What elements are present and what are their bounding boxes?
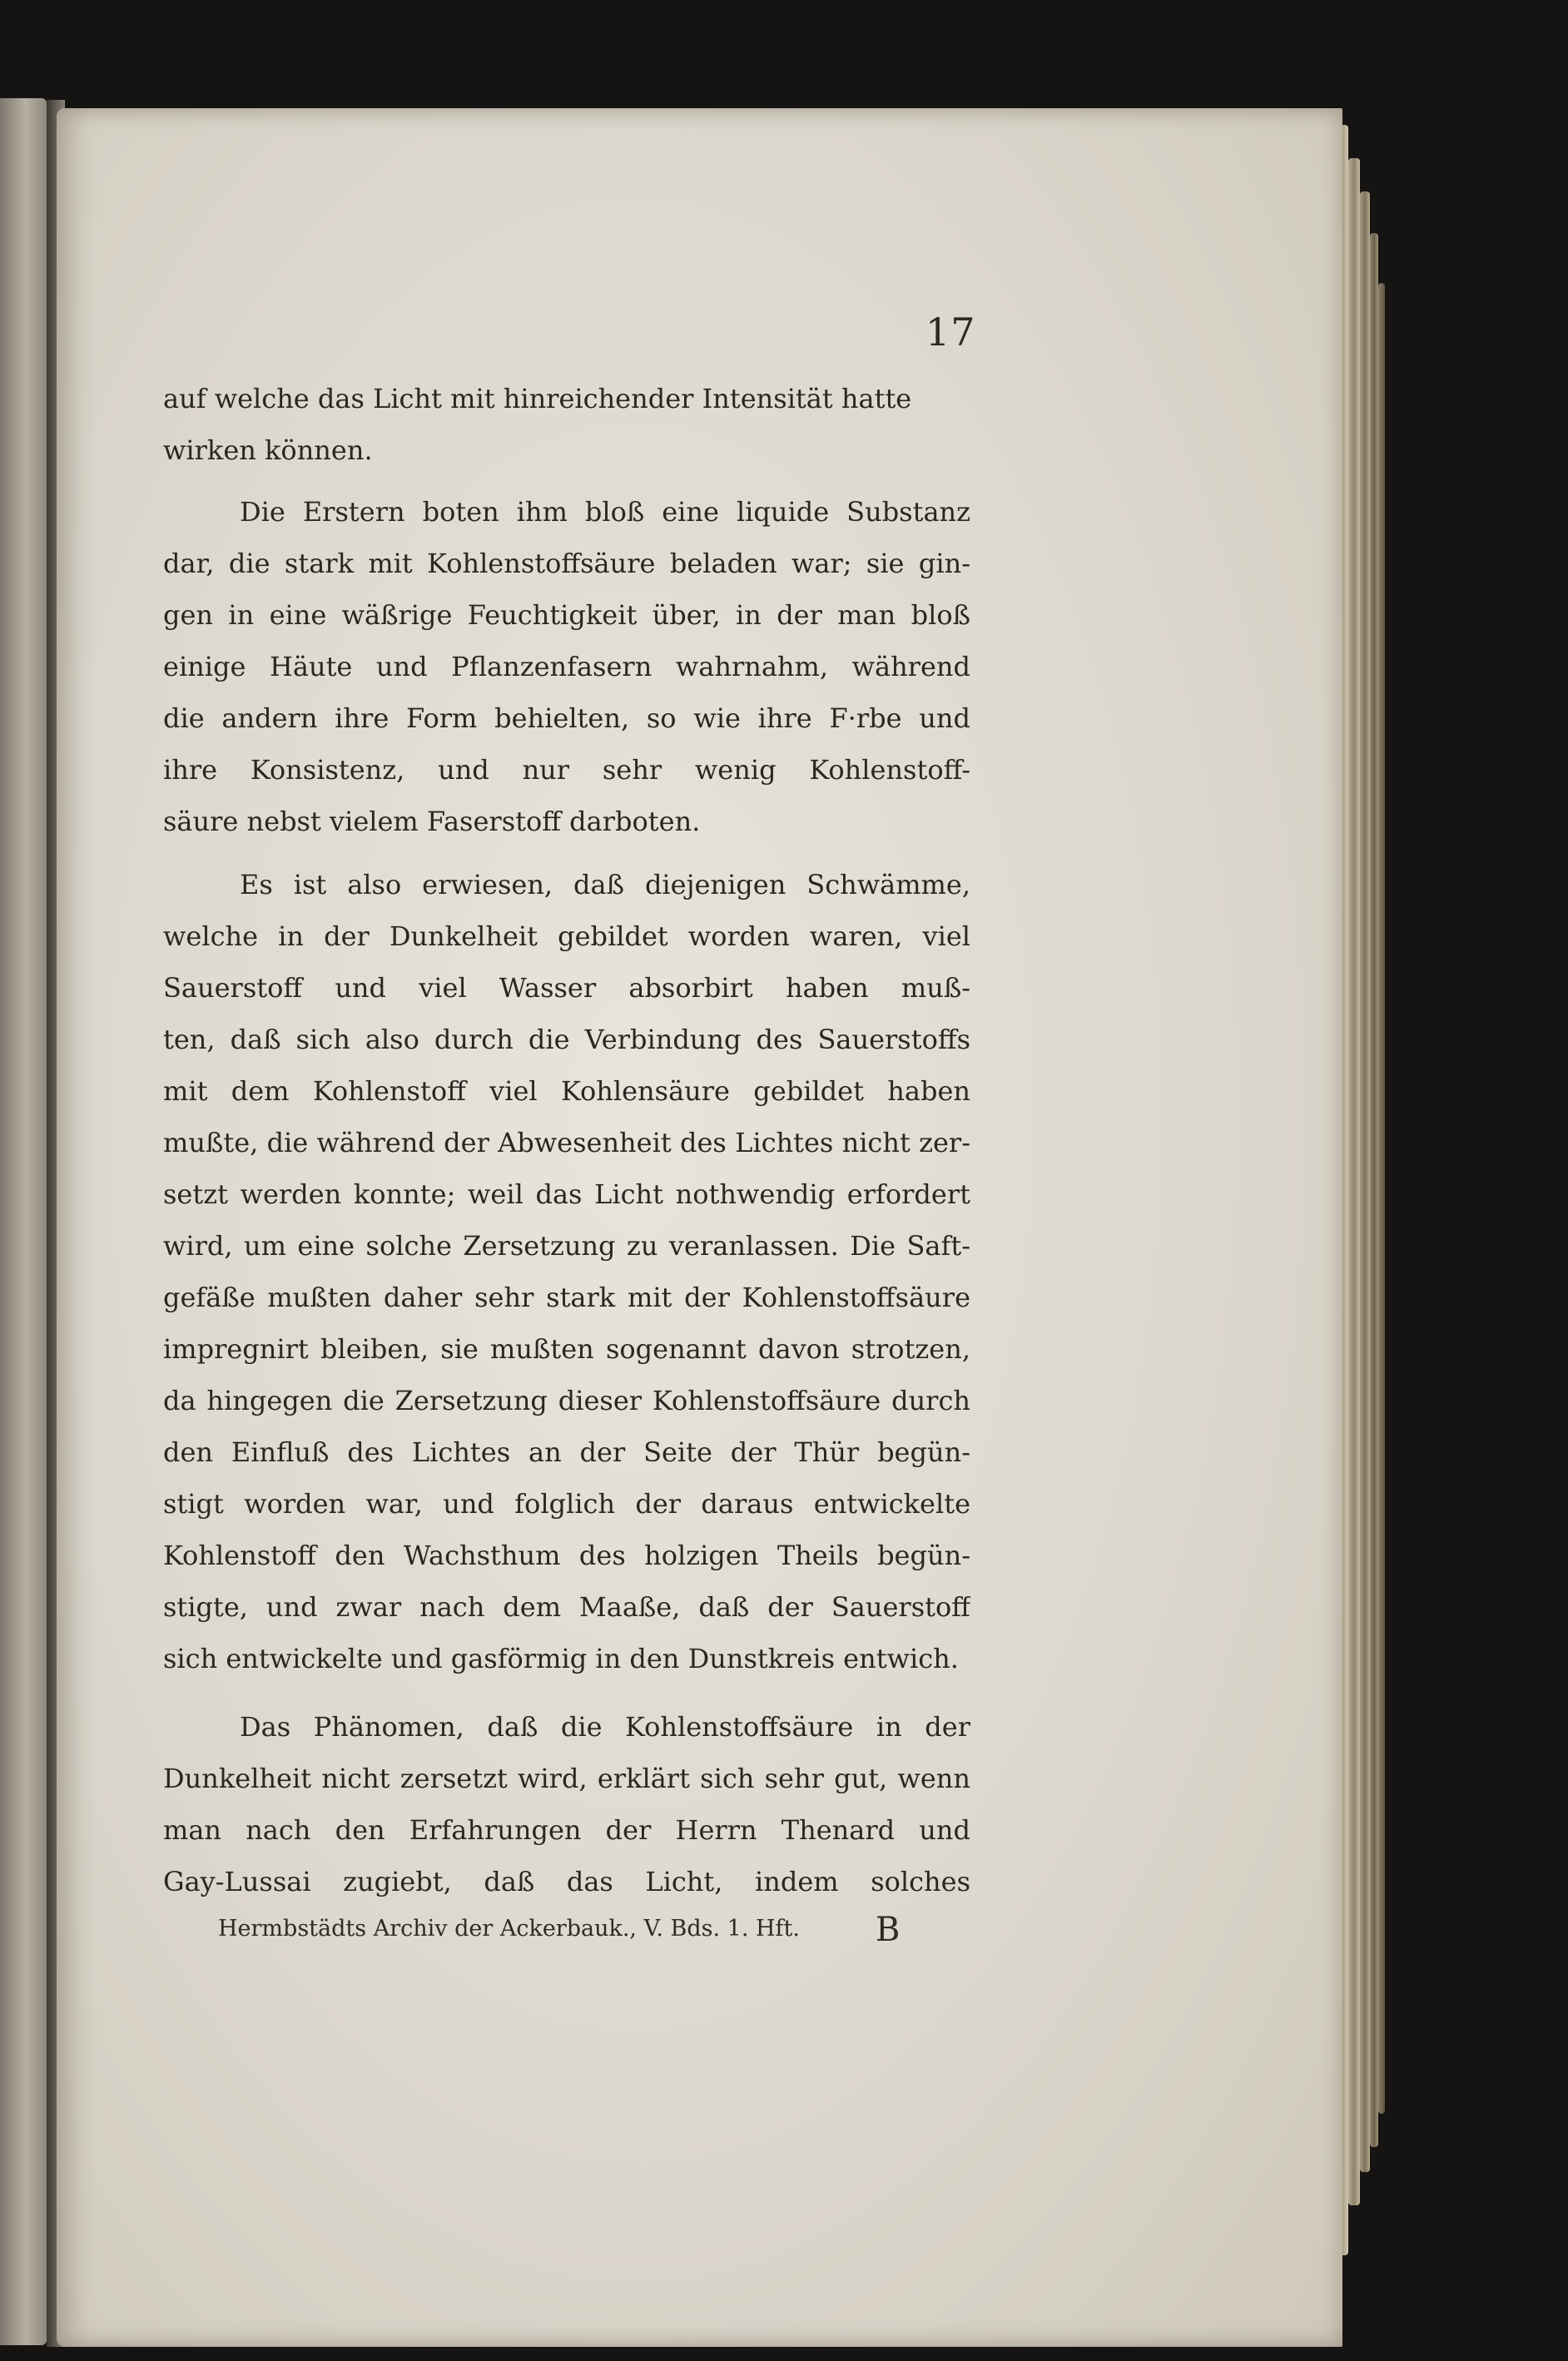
text-line: säure nebst vielem Faserstoff darboten. bbox=[163, 806, 701, 837]
page-edge bbox=[1360, 191, 1370, 2172]
page-edge bbox=[1378, 283, 1385, 2114]
body-text bbox=[163, 373, 970, 1954]
text-line: ten, daß sich also durch die Verbindung des Sauerstoffs bbox=[163, 1024, 970, 1055]
text-line: welche in der Dunkelheit gebildet worden waren, viel bbox=[163, 920, 970, 952]
running-footer: Hermbstädts Archiv der Ackerbauk., V. Bds. 1. Hft. bbox=[218, 1916, 800, 1942]
text-line: sich entwickelte und gasförmig in den Dunstkreis entwich. bbox=[163, 1643, 959, 1674]
text-line: stigte, und zwar nach dem Maaße, daß der Sauerstoff bbox=[163, 1591, 970, 1623]
page-footer bbox=[218, 1911, 901, 1952]
text-line: den Einfluß des Lichtes an der Seite der Thür begün- bbox=[163, 1436, 970, 1468]
text-line: gefäße mußten daher sehr stark mit der Kohlenstoffsäure bbox=[163, 1282, 970, 1313]
text-line: stigt worden war, und folglich der daraus entwickelte bbox=[163, 1488, 970, 1520]
facing-page-edge bbox=[0, 98, 47, 2345]
text-line: auf welche das Licht mit hinreichender Intensität hatte bbox=[163, 383, 912, 414]
text-line: gen in eine wäßrige Feuchtigkeit über, in der man bloß bbox=[163, 599, 970, 631]
text-line: Kohlenstoff den Wachsthum des holzigen Theils begün- bbox=[163, 1540, 970, 1571]
page-number: 17 bbox=[925, 310, 976, 355]
text-line: Es ist also erwiesen, daß diejenigen Schwämme, bbox=[240, 869, 970, 900]
text-line: die andern ihre Form behielten, so wie ihre F·rbe und bbox=[163, 702, 970, 734]
text-line: Gay-Lussai zugiebt, daß das Licht, indem solches bbox=[163, 1866, 970, 1897]
text-line: Sauerstoff und viel Wasser absorbirt haben muß- bbox=[163, 972, 970, 1004]
text-line: mußte, die während der Abwesenheit des Lichtes nicht zer- bbox=[163, 1127, 970, 1158]
text-line: dar, die stark mit Kohlenstoffsäure beladen war; sie gin- bbox=[163, 548, 970, 579]
text-line: man nach den Erfahrungen der Herrn Thenard und bbox=[163, 1814, 970, 1846]
text-line: Das Phänomen, daß die Kohlenstoffsäure in der bbox=[240, 1711, 970, 1743]
signature-mark: B bbox=[876, 1911, 901, 1949]
text-line: impregnirt bleiben, sie mußten sogenannt davon strotzen, bbox=[163, 1333, 970, 1365]
text-line: Die Erstern boten ihm bloß eine liquide Substanz bbox=[240, 496, 970, 528]
text-line: mit dem Kohlenstoff viel Kohlensäure gebildet haben bbox=[163, 1075, 970, 1107]
page-edge bbox=[1370, 233, 1378, 2147]
text-line: da hingegen die Zersetzung dieser Kohlenstoffsäure durch bbox=[163, 1385, 970, 1416]
text-line: Dunkelheit nicht zersetzt wird, erklärt sich sehr gut, wenn bbox=[163, 1763, 970, 1794]
text-line: ihre Konsistenz, und nur sehr wenig Kohlenstoff- bbox=[163, 754, 970, 786]
text-line: wirken können. bbox=[163, 434, 373, 466]
text-line: einige Häute und Pflanzenfasern wahrnahm, während bbox=[163, 651, 970, 682]
text-line: setzt werden konnte; weil das Licht nothwendig erfordert bbox=[163, 1178, 970, 1210]
text-line: wird, um eine solche Zersetzung zu veranlassen. Die Saft- bbox=[163, 1230, 970, 1262]
page-edge bbox=[1348, 158, 1360, 2205]
